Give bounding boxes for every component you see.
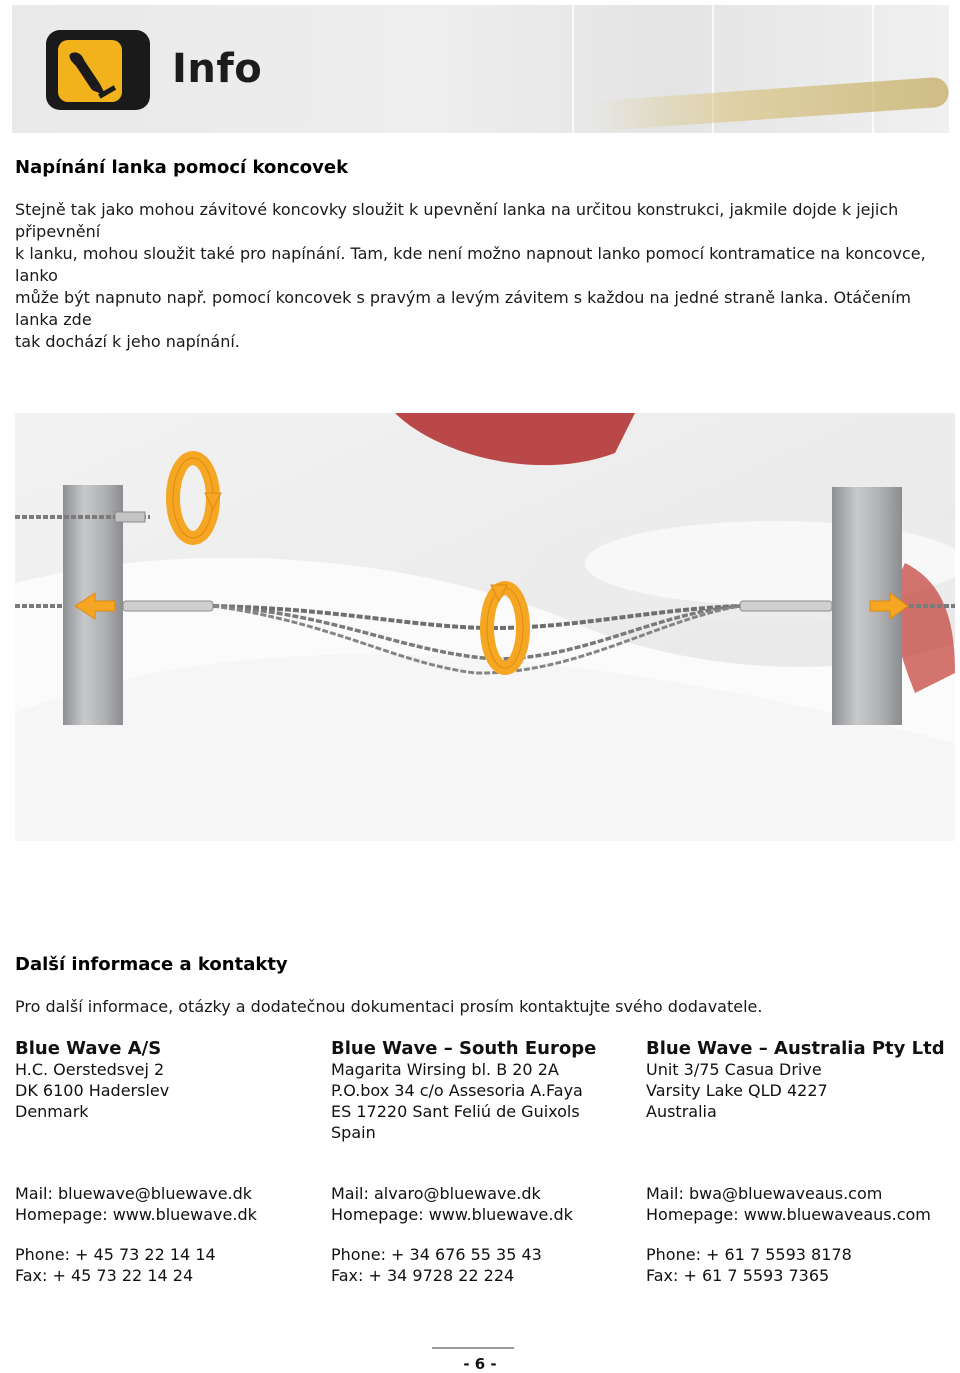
- address-line: Unit 3/75 Casua Drive: [646, 1060, 822, 1079]
- contact-column: [331, 1038, 631, 1143]
- phone-number: Phone: + 45 73 22 14 14: [15, 1245, 216, 1264]
- company-name: Blue Wave – Australia Pty Ltd: [646, 1038, 945, 1059]
- contacts-intro: Pro další informace, otázky a dodatečnou dokumentaci prosím kontaktujte svého dodavatele.: [15, 997, 763, 1016]
- homepage-link[interactable]: Homepage: www.bluewave.dk: [331, 1205, 573, 1224]
- address-line: Varsity Lake QLD 4227: [646, 1081, 828, 1100]
- page-number: - 6 -: [463, 1355, 497, 1373]
- address-line: P.O.box 34 c/o Assesoria A.Faya: [331, 1081, 583, 1100]
- cable-tensioning-illustration: [15, 413, 955, 841]
- fax-number: Fax: + 61 7 5593 7365: [646, 1266, 830, 1285]
- header-banner: [12, 5, 949, 133]
- mail-link[interactable]: Mail: alvaro@bluewave.dk: [331, 1184, 541, 1203]
- address-line: Denmark: [15, 1102, 89, 1121]
- contact-web: [331, 1183, 631, 1225]
- info-logo: [46, 30, 150, 110]
- paragraph-line: může být napnuto např. pomocí koncovek s pravým a levým závitem s každou na jedné straně lanka. Otáčením lanka zde: [15, 288, 911, 329]
- fax-number: Fax: + 45 73 22 14 24: [15, 1266, 194, 1285]
- contact-web: [646, 1183, 946, 1225]
- paragraph-line: k lanku, mohou sloužit také pro napínání. Tam, kde není možno napnout lanko pomocí kontramatice na koncovce, lanko: [15, 244, 926, 285]
- address-line: H.C. Oerstedsvej 2: [15, 1060, 165, 1079]
- phone-number: Phone: + 61 7 5593 8178: [646, 1245, 852, 1264]
- homepage-link[interactable]: Homepage: www.bluewave.dk: [15, 1205, 257, 1224]
- fax-number: Fax: + 34 9728 22 224: [331, 1266, 515, 1285]
- contact-phone: [646, 1244, 946, 1286]
- contact-column: [15, 1038, 315, 1122]
- address-line: Magarita Wirsing bl. B 20 2A: [331, 1060, 559, 1079]
- address-line: DK 6100 Haderslev: [15, 1081, 170, 1100]
- paragraph-tensioning: [15, 199, 945, 353]
- section-title-contacts: Další informace a kontakty: [15, 954, 288, 975]
- contact-phone: [331, 1244, 631, 1286]
- footer-divider: [432, 1347, 514, 1349]
- mail-link[interactable]: Mail: bwa@bluewaveaus.com: [646, 1184, 883, 1203]
- contact-column: [646, 1038, 946, 1122]
- homepage-link[interactable]: Homepage: www.bluewaveaus.com: [646, 1205, 931, 1224]
- header-title: Info: [172, 46, 263, 92]
- mail-link[interactable]: Mail: bluewave@bluewave.dk: [15, 1184, 253, 1203]
- address-line: Spain: [331, 1123, 376, 1142]
- phone-number: Phone: + 34 676 55 35 43: [331, 1245, 542, 1264]
- contact-web: [15, 1183, 315, 1225]
- address-line: Australia: [646, 1102, 717, 1121]
- section-title-tensioning: Napínání lanka pomocí koncovek: [15, 157, 349, 178]
- paragraph-line: tak dochází k jeho napínání.: [15, 332, 240, 351]
- company-name: Blue Wave – South Europe: [331, 1038, 597, 1059]
- address-line: ES 17220 Sant Feliú de Guixols: [331, 1102, 580, 1121]
- company-name: Blue Wave A/S: [15, 1038, 162, 1059]
- pencil-icon: [58, 40, 122, 102]
- contact-phone: [15, 1244, 315, 1286]
- paragraph-line: Stejně tak jako mohou závitové koncovky sloužit k upevnění lanka na určitou konstrukci, jakmile dojde k jejich připevnění: [15, 200, 899, 241]
